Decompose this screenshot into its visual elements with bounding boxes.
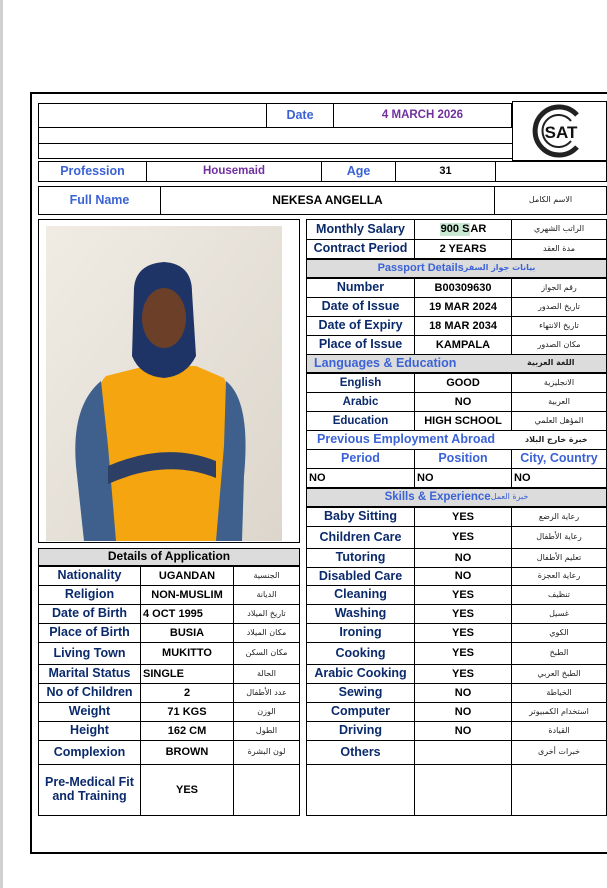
bottom-blank-1 <box>306 764 415 816</box>
detail-row-value: MUKITTO <box>140 642 234 665</box>
employment-col-position: Position <box>414 449 512 469</box>
full-name-label: Full Name <box>38 186 161 215</box>
detail-row-ar: الديانة <box>233 585 300 605</box>
passport-title: Passport Details <box>377 262 464 275</box>
skill-row-value: YES <box>414 507 512 527</box>
contract-period-label: Contract Period <box>306 239 415 259</box>
detail-row-label: Nationality <box>38 566 141 586</box>
employment-section-header <box>306 430 607 450</box>
skill-row-label: Tutoring <box>306 548 415 568</box>
detail-row-ar: مكان الميلاد <box>233 623 300 643</box>
skill-row-label: Cooking <box>306 642 415 665</box>
detail-row-value: 71 KGS <box>140 702 234 722</box>
skills-title: Skills & Experience <box>384 491 491 504</box>
company-logo <box>512 101 607 161</box>
detail-row-value: UGANDAN <box>140 566 234 586</box>
employment-city-value: NO <box>511 468 607 488</box>
passport-row-label: Date of Expiry <box>306 316 415 336</box>
skill-row-value <box>414 740 512 765</box>
skill-row-value: YES <box>414 526 512 549</box>
skill-row-ar: استخدام الكمبيوتر <box>511 702 607 722</box>
language-row-value: HIGH SCHOOL <box>414 411 512 431</box>
skill-row-ar: تعليم الأطفال <box>511 548 607 568</box>
detail-row-value: BUSIA <box>140 623 234 643</box>
detail-row-label: Complexion <box>38 740 141 765</box>
skill-row-value: YES <box>414 623 512 643</box>
languages-title-ar: اللغة العربية <box>527 358 575 368</box>
languages-section-header <box>306 354 607 373</box>
detail-row-value: 2 <box>140 683 234 703</box>
premed-label <box>38 764 141 816</box>
profession-blank <box>495 161 607 182</box>
header-row-2 <box>38 127 513 144</box>
language-row-ar: الانجليزية <box>511 373 607 393</box>
passport-row-label: Number <box>306 278 415 298</box>
language-row-label: English <box>306 373 415 393</box>
detail-row-value: NON-MUSLIM <box>140 585 234 605</box>
passport-title-ar: بيانات جواز السفر <box>463 263 536 273</box>
skill-row-ar: الطبخ العربي <box>511 664 607 684</box>
detail-row-label: Weight <box>38 702 141 722</box>
skill-row-value: NO <box>414 683 512 703</box>
skill-row-ar: الخياطة <box>511 683 607 703</box>
detail-row-label: Marital Status <box>38 664 141 684</box>
skill-row-ar: رعاية العجزة <box>511 567 607 586</box>
contract-period-value: 2 YEARS <box>414 239 512 259</box>
language-row-ar: المؤهل العلمي <box>511 411 607 431</box>
language-row-value: NO <box>414 392 512 412</box>
logo-text: SAT <box>544 123 577 142</box>
employment-title: Previous Employment Abroad <box>317 432 496 447</box>
skills-section-header <box>306 488 607 507</box>
skill-row-label: Children Care <box>306 526 415 549</box>
passport-row-value: B00309630 <box>414 278 512 298</box>
detail-row-ar: الوزن <box>233 702 300 722</box>
skill-row-value: YES <box>414 604 512 624</box>
details-section-header: Details of Application <box>38 548 300 566</box>
passport-row-value: 18 MAR 2034 <box>414 316 512 336</box>
profession-label: Profession <box>38 161 147 182</box>
detail-row-label: Height <box>38 721 141 741</box>
skill-row-value: YES <box>414 642 512 665</box>
profession-value: Housemaid <box>146 161 322 182</box>
skill-row-value: YES <box>414 664 512 684</box>
skill-row-label: Arabic Cooking <box>306 664 415 684</box>
detail-row-label: Living Town <box>38 642 141 665</box>
language-row-label: Arabic <box>306 392 415 412</box>
detail-row-ar: الحالة <box>233 664 300 684</box>
passport-row-ar: تاريخ الانتهاء <box>511 316 607 336</box>
detail-row-label: Religion <box>38 585 141 605</box>
applicant-photo <box>46 226 282 541</box>
employment-period-value: NO <box>306 468 415 488</box>
detail-row-ar: مكان السكن <box>233 642 300 665</box>
employment-position-value: NO <box>414 468 512 488</box>
skill-row-value: YES <box>414 585 512 605</box>
premed-ar-cell <box>233 764 300 816</box>
employment-col-city-country: City, Country <box>511 449 607 469</box>
passport-row-ar: مكان الصدور <box>511 335 607 355</box>
date-value: 4 MARCH 2026 <box>333 103 512 128</box>
contract-period-ar: مدة العقد <box>511 239 607 259</box>
detail-row-label: No of Children <box>38 683 141 703</box>
detail-row-label: Place of Birth <box>38 623 141 643</box>
skill-row-value: NO <box>414 548 512 568</box>
page-edge <box>0 0 3 888</box>
detail-row-ar: الجنسية <box>233 566 300 586</box>
salary-highlight: 900 S <box>440 223 470 236</box>
language-row-value: GOOD <box>414 373 512 393</box>
premed-label-line2: and Training <box>52 789 127 803</box>
monthly-salary-value <box>414 219 512 240</box>
detail-row-ar: الطول <box>233 721 300 741</box>
detail-row-value: 162 CM <box>140 721 234 741</box>
skills-title-ar: خبرة العمل <box>490 492 529 502</box>
skill-row-ar: رعاية الأطفال <box>511 526 607 549</box>
date-label: Date <box>266 103 334 128</box>
sat-logo-icon <box>527 103 593 159</box>
skill-row-value: NO <box>414 721 512 741</box>
passport-section-header <box>306 259 607 278</box>
skill-row-ar: رعاية الرضع <box>511 507 607 527</box>
detail-row-ar: تاريخ الميلاد <box>233 604 300 624</box>
bottom-blank-3 <box>511 764 607 816</box>
passport-row-value: KAMPALA <box>414 335 512 355</box>
employment-title-ar: خبرة خارج البلاد <box>525 434 588 444</box>
age-value: 31 <box>395 161 496 182</box>
skill-row-ar: القيادة <box>511 721 607 741</box>
passport-row-value: 19 MAR 2024 <box>414 297 512 317</box>
passport-row-label: Date of Issue <box>306 297 415 317</box>
detail-row-ar: عدد الأطفال <box>233 683 300 703</box>
monthly-salary-ar: الراتب الشهري <box>511 219 607 240</box>
skill-row-label: Washing <box>306 604 415 624</box>
language-row-ar: العربية <box>511 392 607 412</box>
skill-row-ar: الكوي <box>511 623 607 643</box>
skill-row-label: Driving <box>306 721 415 741</box>
bottom-blank-2 <box>414 764 512 816</box>
full-name-ar: الاسم الكامل <box>494 186 607 215</box>
skill-row-ar: خبرات أخرى <box>511 740 607 765</box>
full-name-value: NEKESA ANGELLA <box>160 186 495 215</box>
premed-value: YES <box>140 764 234 816</box>
salary-currency: AR <box>470 223 487 236</box>
header-row-3 <box>38 143 513 159</box>
detail-row-value: BROWN <box>140 740 234 765</box>
skill-row-label: Cleaning <box>306 585 415 605</box>
skill-row-label: Sewing <box>306 683 415 703</box>
skill-row-label: Others <box>306 740 415 765</box>
skill-row-ar: تنظيف <box>511 585 607 605</box>
skill-row-ar: الطبخ <box>511 642 607 665</box>
skill-row-label: Disabled Care <box>306 567 415 586</box>
language-row-label: Education <box>306 411 415 431</box>
detail-row-ar: لون البشرة <box>233 740 300 765</box>
languages-title: Languages & Education <box>314 355 457 370</box>
employment-col-period: Period <box>306 449 415 469</box>
skill-row-label: Ironing <box>306 623 415 643</box>
age-label: Age <box>321 161 396 182</box>
detail-row-value: 4 OCT 1995 <box>140 604 234 624</box>
detail-row-label: Date of Birth <box>38 604 141 624</box>
passport-row-label: Place of Issue <box>306 335 415 355</box>
skill-row-label: Computer <box>306 702 415 722</box>
passport-row-ar: تاريخ الصدور <box>511 297 607 317</box>
skill-row-label: Baby Sitting <box>306 507 415 527</box>
detail-row-value: SINGLE <box>140 664 234 684</box>
monthly-salary-label: Monthly Salary <box>306 219 415 240</box>
skill-row-value: NO <box>414 702 512 722</box>
skill-row-value: NO <box>414 567 512 586</box>
header-blank-row <box>38 103 267 128</box>
passport-row-ar: رقم الجواز <box>511 278 607 298</box>
skill-row-ar: غسيل <box>511 604 607 624</box>
premed-label-line1: Pre-Medical Fit <box>45 775 134 790</box>
